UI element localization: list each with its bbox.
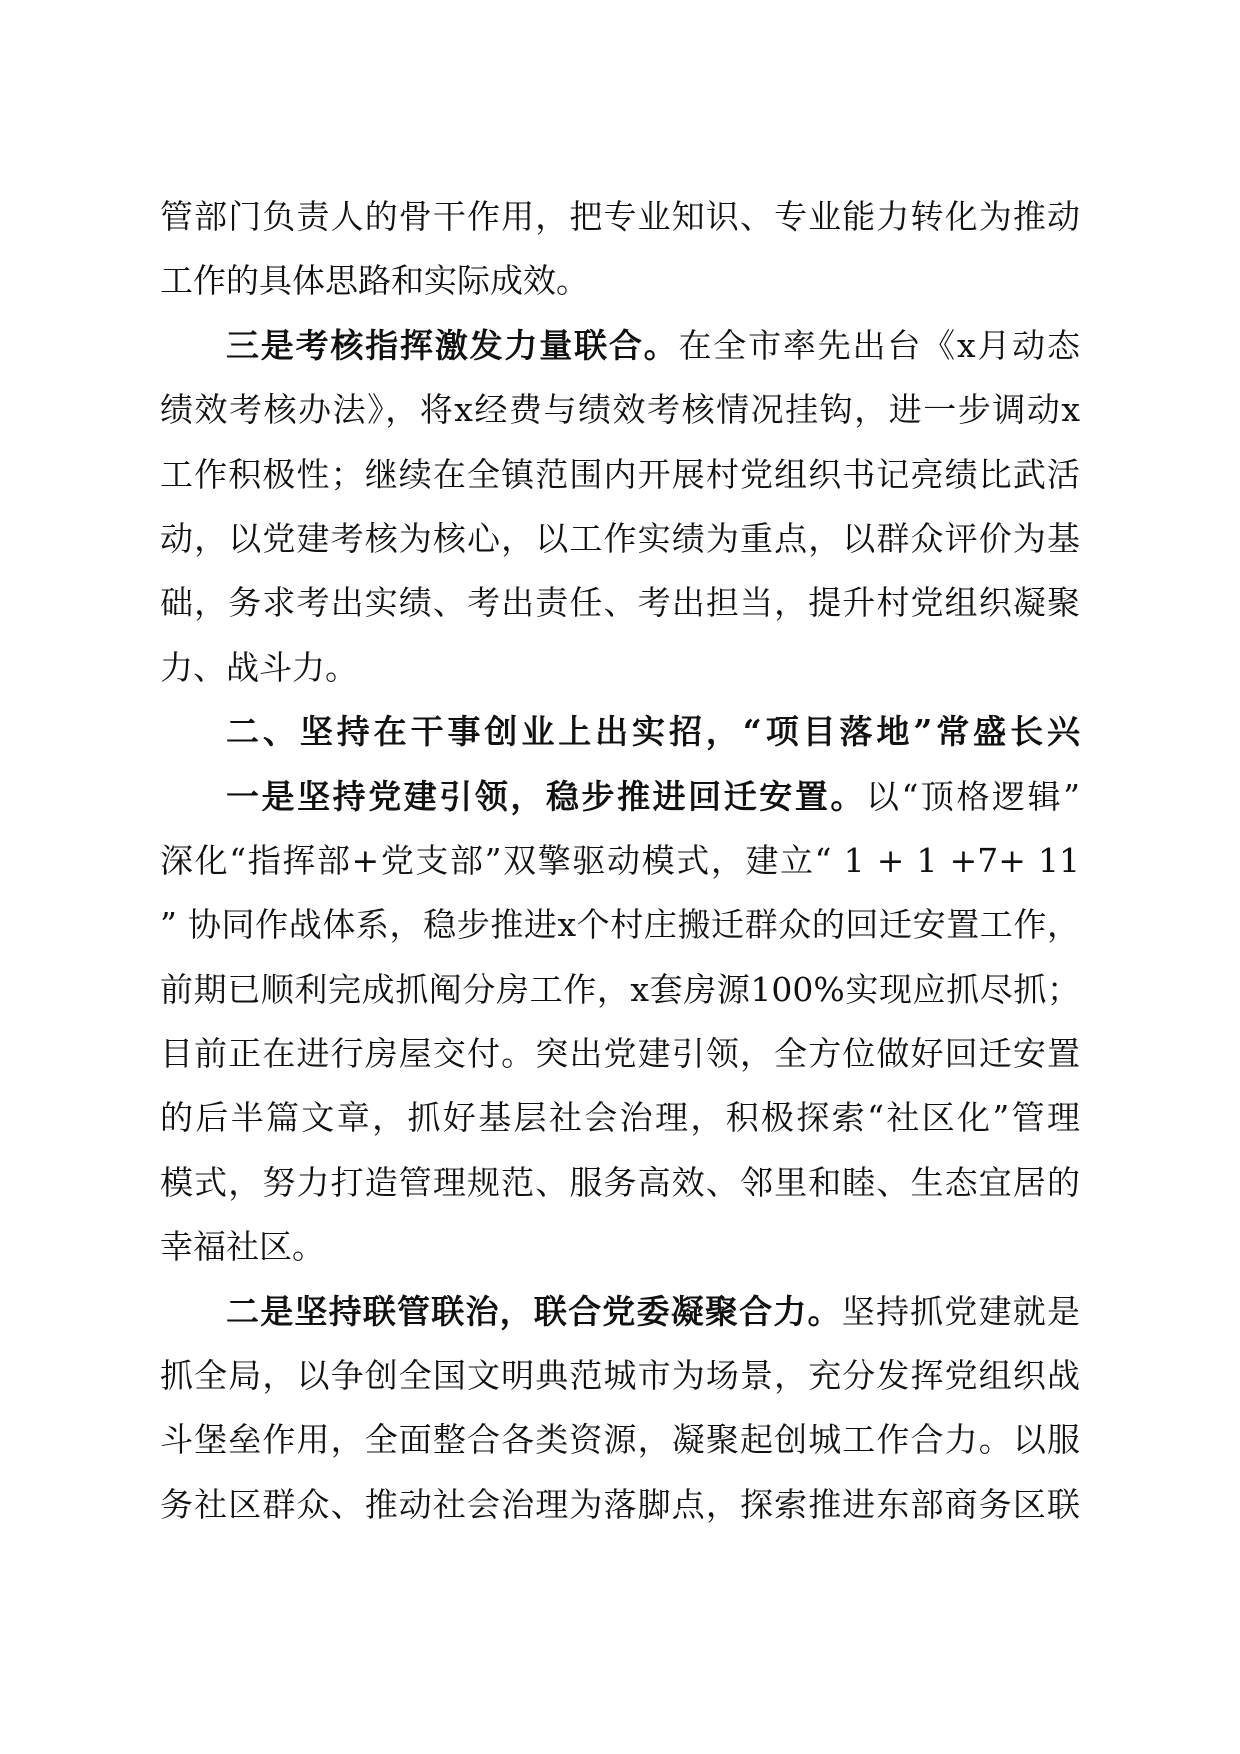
text-line: 础，务求考出实绩、考出责任、考出担当，提升村党组织凝聚 — [160, 583, 1080, 623]
text-line: 前期已顺利完成抓阄分房工作，x套房源100%实现应抓尽抓； — [160, 969, 1080, 1009]
paragraph-4 — [160, 1280, 1080, 1538]
paragraph-lead: 一是坚持党建引领，稳步推进回迁安置。 — [226, 776, 866, 816]
paragraph-1 — [160, 185, 1080, 314]
text-line: 的后半篇文章，抓好基层社会治理，积极探索“社区化”管理 — [160, 1098, 1080, 1138]
text-line: 工作积极性；继续在全镇范围内开展村党组织书记亮绩比武活 — [160, 454, 1080, 494]
text-line: ” 协同作战体系，稳步推进x个村庄搬迁群众的回迁安置工作， — [160, 905, 1080, 945]
paragraph-2 — [160, 314, 1080, 700]
text-line: 管部门负责人的骨干作用，把专业知识、专业能力转化为推动 — [160, 197, 1080, 236]
document-page — [160, 185, 1080, 1537]
text-run: 以“顶格逻辑” — [865, 776, 1080, 816]
text-line — [160, 314, 1080, 378]
section-heading — [160, 700, 1080, 764]
text-line: 务社区群众、推动社会治理为落脚点，探索推进东部商务区联 — [160, 1484, 1080, 1524]
text-line: 斗堡垒作用，全面整合各类资源，凝聚起创城工作合力。以服 — [160, 1420, 1080, 1460]
text-line: 抓全局，以争创全国文明典范城市为场景，充分发挥党组织战 — [160, 1356, 1080, 1396]
text-line: 幸福社区。 — [160, 1227, 325, 1267]
paragraph-lead: 三是考核指挥激发力量联合。 — [226, 325, 679, 365]
text-line: 动，以党建考核为核心，以工作实绩为重点，以群众评价为基 — [160, 518, 1080, 558]
text-line — [160, 1280, 1080, 1344]
text-line: 绩效考核办法》，将x经费与绩效考核情况挂钩，进一步调动x — [160, 390, 1080, 430]
heading-text: 二、坚持在干事创业上出实招，“项目落地”常盛长兴 — [226, 712, 1080, 752]
text-run: 坚持抓党建就是 — [841, 1291, 1081, 1331]
text-run: 在全市率先出台《x月动态 — [678, 325, 1080, 365]
text-line — [160, 765, 1080, 829]
text-line: 深化“指挥部+党支部”双擎驱动模式，建立“ 1 + 1 +7+ 11 — [160, 840, 1080, 880]
text-line: 目前正在进行房屋交付。突出党建引领，全方位做好回迁安置 — [160, 1034, 1080, 1074]
paragraph-3 — [160, 765, 1080, 1280]
text-line: 力、战斗力。 — [160, 647, 358, 687]
text-line: 模式，努力打造管理规范、服务高效、邻里和睦、生态宜居的 — [160, 1162, 1080, 1202]
text-line: 工作的具体思路和实际成效。 — [160, 261, 589, 301]
paragraph-lead: 二是坚持联管联治，联合党委凝聚合力。 — [226, 1291, 842, 1331]
